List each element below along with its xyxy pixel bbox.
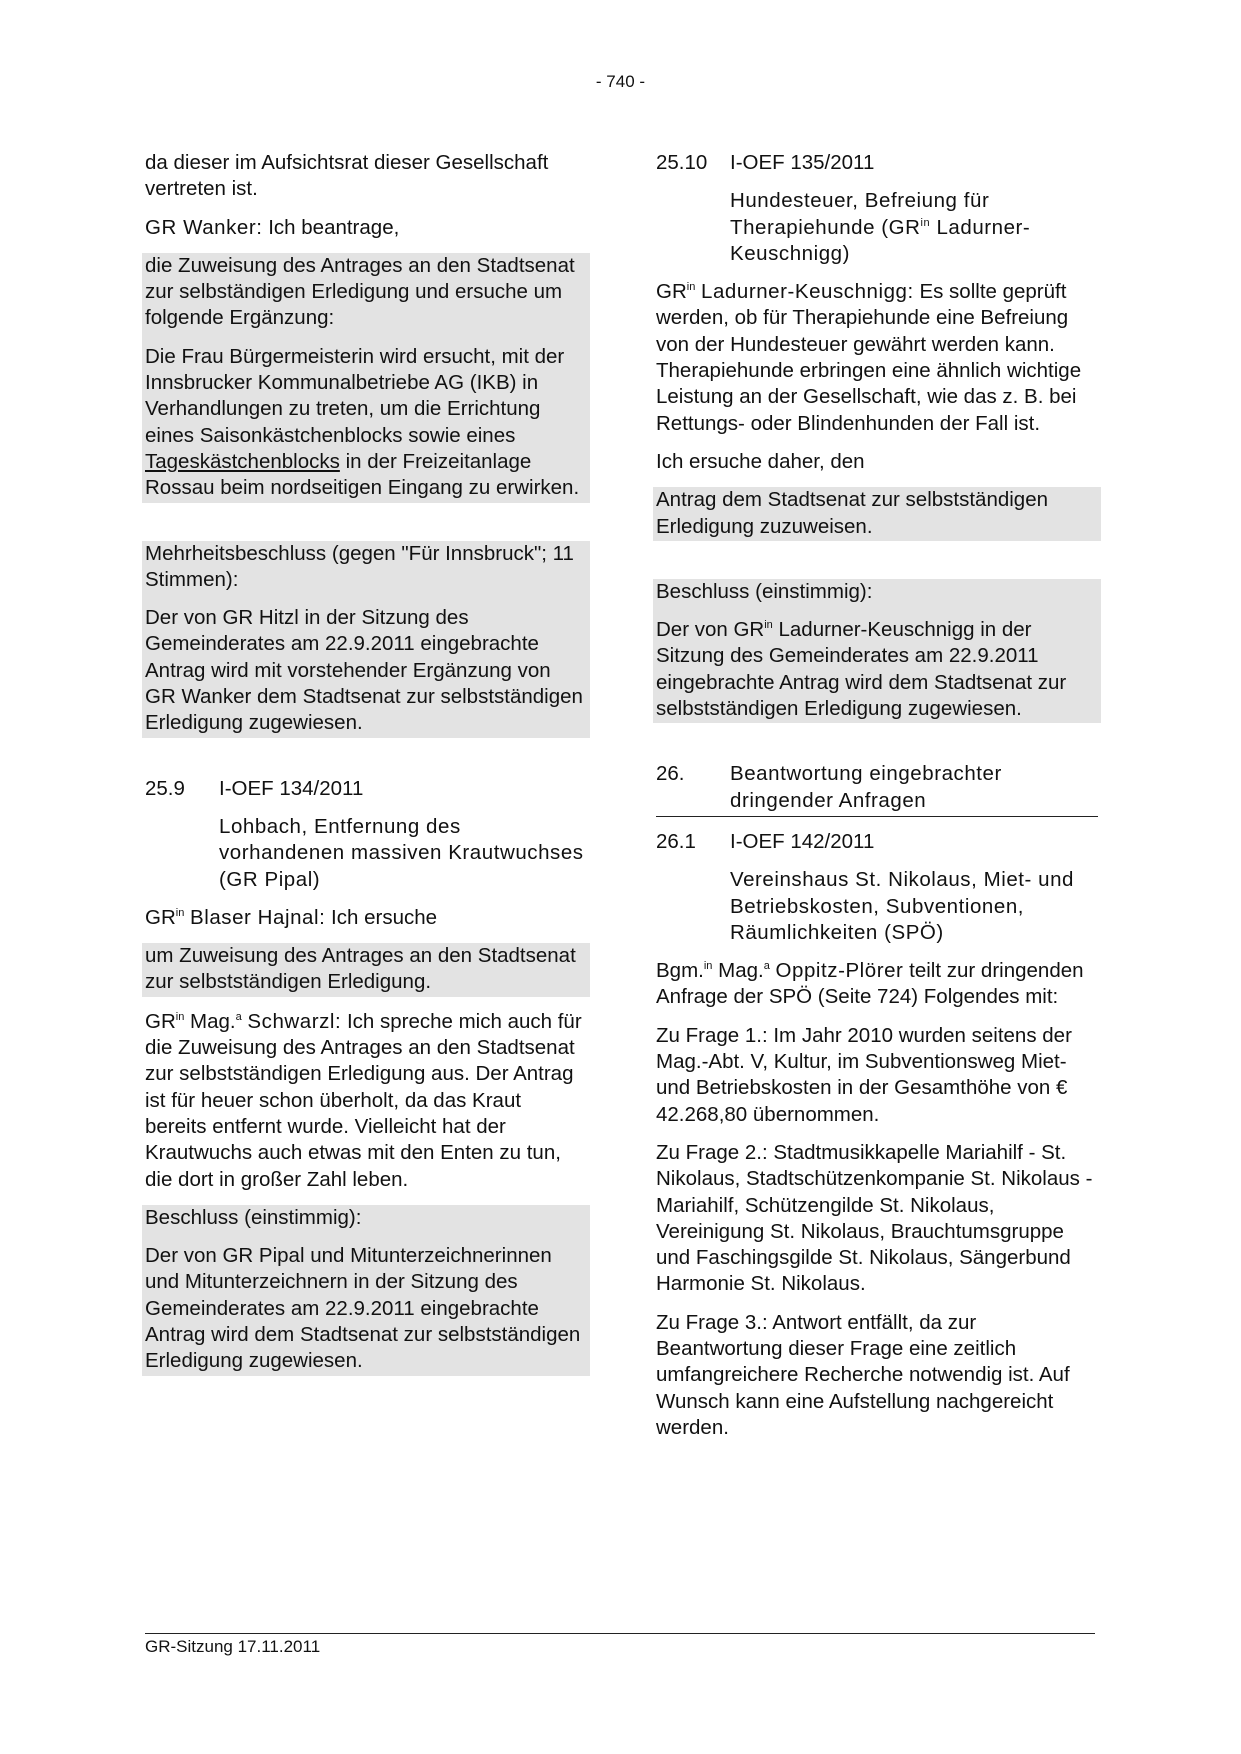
item-title: Lohbach, Entfernung des vorhandenen massiven Krautwuchses (GR Pipal): [219, 814, 584, 891]
agenda-item-25-10: [656, 150, 1098, 176]
speaker-name: Oppitz-Plörer: [775, 959, 904, 983]
speaker-title: GR: [145, 905, 176, 929]
spacer: [656, 723, 1098, 761]
superscript: a: [763, 960, 770, 973]
superscript: a: [235, 1010, 242, 1023]
supplement-text-b: in der Freizeitanlage Rossau beim nordseitigen Eingang zu erwirken.: [145, 449, 580, 500]
speaker-paragraph-wanker: [145, 215, 587, 241]
left-column: [145, 150, 587, 1376]
speaker-paragraph-oppitz: [656, 958, 1098, 1011]
speaker-paragraph-schwarzl: [145, 1009, 587, 1193]
item-title-text-a: Hundesteuer, Befreiung für Therapiehunde (GR: [730, 189, 990, 239]
underlined-term: Tageskästchenblocks: [145, 449, 340, 473]
resolution-heading: Beschluss (einstimmig):: [656, 579, 873, 603]
item-title: Vereinshaus St. Nikolaus, Miet- und Betriebskosten, Subventionen, Räumlichkeiten (SPÖ): [730, 868, 1074, 944]
footer-rule: [145, 1633, 1095, 1634]
resolution-box-majority: [142, 541, 590, 738]
speaker-name: Ladurner-Keuschnigg:: [701, 280, 914, 304]
speaker-name: GR Wanker:: [145, 215, 263, 239]
spacer: [656, 541, 1098, 579]
request-text: um Zuweisung des Antrages an den Stadtsenat zur selbstständigen Erledigung.: [145, 944, 576, 994]
resolution-text: Der von GR Pipal und Mitunterzeichnerinnen und Mitunterzeichnern in der Sitzung des Gemeinderates am 22.9.2011 eingebrachte Antrag wird dem Stadtsenat zur selbstständigen Erledigung zugewiesen.: [145, 1244, 581, 1373]
item-number: 25.10: [656, 151, 708, 174]
resolution-text: [656, 617, 1098, 723]
agenda-item-26-1: [656, 829, 1098, 855]
superscript: in: [175, 906, 185, 919]
speaker-name: Schwarzl:: [247, 1009, 342, 1033]
paragraph-request: Ich ersuche daher, den: [656, 449, 865, 473]
request-text: Antrag dem Stadtsenat zur selbstständigen Erledigung zuzuweisen.: [656, 488, 1049, 538]
item-reference: I-OEF 135/2011: [730, 151, 875, 174]
speaker-degree: Mag.: [718, 959, 764, 983]
speaker-degree: Mag.: [190, 1009, 236, 1033]
item-title-text-b: Ladurner-Keuschnigg): [730, 215, 1031, 265]
section-number: 26.: [656, 762, 685, 786]
section-heading-26: [656, 761, 1098, 817]
resolution-heading: Beschluss (einstimmig):: [145, 1205, 362, 1229]
speaker-title: GR: [656, 280, 687, 304]
speaker-text: Ich ersuche: [331, 905, 438, 929]
motion-supplement: [145, 344, 587, 503]
motion-text: die Zuweisung des Antrages an den Stadtsenat zur selbständigen Erledigung und ersuche um folgende Ergänzung:: [145, 253, 575, 330]
paragraph-continuation: da dieser im Aufsichtsrat dieser Gesellschaft vertreten ist.: [145, 151, 549, 201]
speaker-paragraph-ladurner: [656, 279, 1098, 437]
speaker-paragraph-blaser: [145, 905, 587, 931]
superscript: in: [175, 1010, 185, 1023]
right-column: [656, 150, 1098, 1453]
spacer: [145, 738, 587, 776]
item-reference: I-OEF 134/2011: [219, 776, 364, 800]
item-reference: I-OEF 142/2011: [730, 829, 875, 853]
superscript: in: [686, 281, 696, 294]
speaker-text: teilt zur dringenden Anfrage der SPÖ (Seite 724) Folgendes mit:: [656, 959, 1084, 1009]
agenda-item-25-9: [145, 776, 587, 802]
speaker-name: Blaser Hajnal:: [190, 905, 326, 929]
resolution-heading: Mehrheitsbeschluss (gegen "Für Innsbruck"; 11 Stimmen):: [145, 541, 574, 591]
item-title: [656, 188, 1098, 267]
resolution-text-a: Der von GR: [656, 618, 765, 642]
answer-question-1: Zu Frage 1.: Im Jahr 2010 wurden seitens der Mag.-Abt. V, Kultur, im Subventionsweg Miet- und Betriebskosten in der Gesamthöhe von € 42.268,80 übernommen.: [656, 1023, 1072, 1126]
resolution-box-unanimous: [653, 579, 1101, 723]
answer-question-3: Zu Frage 3.: Antwort entfällt, da zur Beantwortung dieser Frage eine zeitlich umfangreichere Recherche notwendig ist. Auf Wunsch kann eine Aufstellung nachgereicht werden.: [656, 1310, 1070, 1439]
request-box: [653, 487, 1101, 541]
speaker-text: Ich spreche mich auch für die Zuweisung des Antrages an den Stadtsenat zur selbstständigen Erledigung aus. Der Antrag ist für heuer schon überholt, da das Kraut bereits entfernt wurde. Vielleicht hat der Krautwuchs auch etwas mit den Enten zu tun, die dort in großer Zahl leben.: [145, 1009, 582, 1191]
resolution-box-unanimous: [142, 1205, 590, 1376]
superscript: in: [920, 216, 931, 229]
spacer: [145, 503, 587, 541]
page-number: - 740 -: [595, 72, 646, 91]
speaker-text: Es sollte geprüft werden, ob für Therapiehunde eine Befreiung von der Hundesteuer gewährt werden kann. Therapiehunde erbringen eine ähnlich wichtige Leistung an der Gesellschaft, wie das z. B. bei Rettungs- oder Blindenhunden der Fall ist.: [656, 280, 1082, 435]
request-box: [142, 943, 590, 997]
supplement-text-a: Die Frau Bürgermeisterin wird ersucht, mit der Innsbrucker Kommunalbetriebe AG (IKB) in Verhandlungen zu treten, um die Errichtung eines Saisonkästchenblocks sowie eines: [145, 344, 565, 447]
superscript: in: [703, 960, 713, 973]
item-number: 26.1: [656, 829, 696, 853]
resolution-text-b: Ladurner-Keuschnigg in der Sitzung des Gemeinderates am 22.9.2011 eingebrachte Antrag wird dem Stadtsenat zur selbstständigen Erledigung zugewiesen.: [656, 618, 1067, 721]
item-number: 25.9: [145, 776, 185, 800]
section-title: Beantwortung eingebrachter dringender Anfragen: [730, 762, 1002, 812]
speaker-text: Ich beantrage,: [268, 215, 400, 239]
speaker-title: GR: [145, 1009, 176, 1033]
motion-box-wanker: [142, 253, 590, 503]
footer-text: GR-Sitzung 17.11.2011: [145, 1637, 321, 1656]
resolution-text: Der von GR Hitzl in der Sitzung des Gemeinderates am 22.9.2011 eingebrachte Antrag wird mit vorstehender Ergänzung von GR Wanker dem Stadtsenat zur selbstständigen Erledigung zugewiesen.: [145, 606, 583, 735]
superscript: in: [764, 619, 773, 632]
speaker-title: Bgm.: [656, 959, 704, 983]
answer-question-2: Zu Frage 2.: Stadtmusikkapelle Mariahilf - St. Nikolaus, Stadtschützenkompanie St. Nikolaus - Mariahilf, Schützengilde St. Nikolaus, Vereinigung St. Nikolaus, Brauchtumsgruppe und Faschingsgilde St. Nikolaus, Sängerbund Harmonie St. Nikolaus.: [656, 1140, 1093, 1296]
